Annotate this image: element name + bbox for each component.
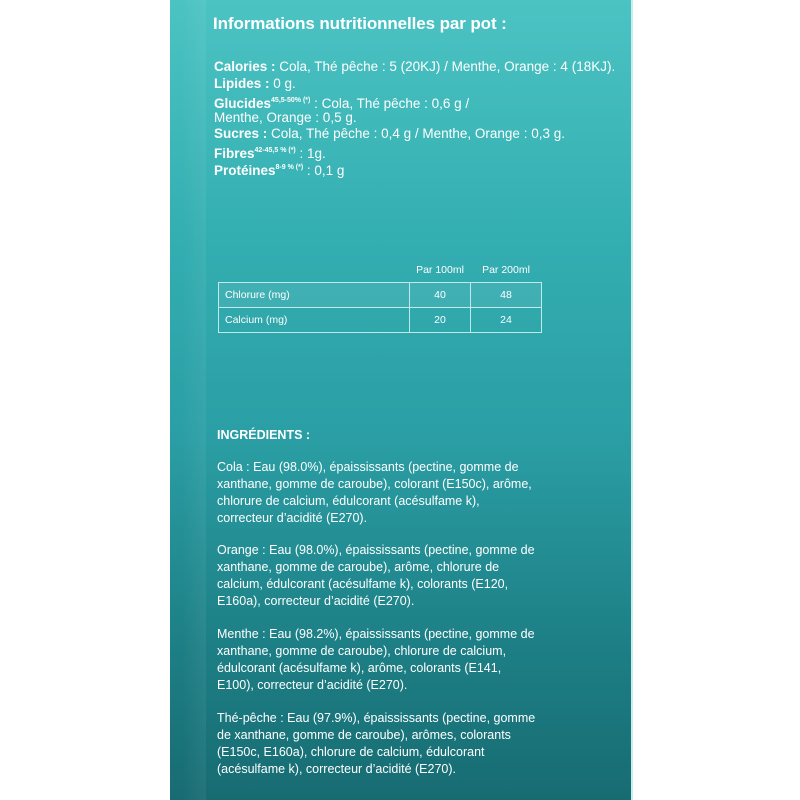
nutrition-sup: 8-9 % (*) bbox=[275, 164, 304, 171]
table-header-row bbox=[219, 258, 542, 283]
table-cell-nutrient: Calcium (mg) bbox=[219, 308, 410, 333]
ingredients-the-peche bbox=[217, 710, 597, 778]
ingredient-line: correcteur d’acidité (E270). bbox=[217, 511, 368, 525]
nutrition-label: Sucres : bbox=[214, 126, 268, 141]
ingredient-line: chlorure de calcium, édulcorant (acésulfame k), bbox=[217, 494, 480, 508]
nutrition-value: 0 g. bbox=[269, 76, 296, 91]
nutrition-sup: 42-45,5 % (*) bbox=[254, 147, 296, 154]
panel-fold-shadow bbox=[182, 0, 206, 800]
table-row bbox=[219, 308, 542, 333]
ingredient-line: E100), correcteur d’acidité (E270). bbox=[217, 678, 408, 692]
nutrition-line-calories bbox=[214, 59, 615, 75]
nutrition-value: Cola, Thé pêche : 0,4 g / Menthe, Orange : 0,3 g. bbox=[267, 126, 565, 141]
nutrition-value: Cola, Thé pêche : 5 (20KJ) / Menthe, Orange : 4 (18KJ). bbox=[275, 59, 616, 74]
nutrition-title: Informations nutritionnelles par pot : bbox=[213, 14, 507, 33]
nutrition-label: Fibres bbox=[214, 146, 255, 161]
nutrition-line-proteines bbox=[214, 160, 344, 179]
nutrition-sup: 45,5-50% (*) bbox=[271, 97, 311, 104]
table-cell-nutrient: Chlorure (mg) bbox=[219, 283, 410, 308]
ingredient-line: xanthane, gomme de caroube), arôme, chlorure de bbox=[217, 560, 500, 574]
ingredient-line: édulcorant (acésulfame k), arôme, colorants (E141, bbox=[217, 661, 502, 675]
ingredients-title: INGRÉDIENTS : bbox=[217, 428, 311, 442]
mineral-table bbox=[218, 258, 542, 333]
table-cell-value: 40 bbox=[410, 283, 471, 308]
nutrition-label: Calories : bbox=[214, 59, 276, 74]
ingredient-line: (E150c, E160a), chlorure de calcium, édulcorant bbox=[217, 745, 485, 759]
ingredients-cola bbox=[217, 459, 597, 527]
table-cell-value: 20 bbox=[410, 308, 471, 333]
table-header-per-200ml: Par 200ml bbox=[482, 264, 530, 276]
nutrition-value: : 0,1 g bbox=[303, 163, 345, 178]
ingredient-line: Menthe : Eau (98.2%), épaississants (pectine, gomme de bbox=[217, 627, 535, 641]
nutrition-line-glucides-cont bbox=[214, 110, 357, 126]
ingredient-line: xanthane, gomme de caroube), colorant (E150c), arôme, bbox=[217, 477, 532, 491]
table-cell-value: 48 bbox=[471, 283, 542, 308]
table-header-per-100ml: Par 100ml bbox=[416, 264, 464, 276]
ingredient-line: Orange : Eau (98.0%), épaississants (pectine, gomme de bbox=[217, 543, 535, 557]
table-row bbox=[219, 283, 542, 308]
ingredient-line: xanthane, gomme de caroube), chlorure de calcium, bbox=[217, 644, 507, 658]
nutrition-line-sucres bbox=[214, 126, 565, 142]
ingredient-line: E160a), correcteur d’acidité (E270). bbox=[217, 594, 415, 608]
nutrition-label: Protéines bbox=[214, 163, 276, 178]
nutrition-label: Glucides bbox=[214, 96, 272, 111]
ingredient-line: Cola : Eau (98.0%), épaississants (pectine, gomme de bbox=[217, 460, 519, 474]
ingredients-orange bbox=[217, 542, 597, 610]
ingredient-line: calcium, édulcorant (acésulfame k), colorants (E120, bbox=[217, 577, 509, 591]
ingredient-line: de xanthane, gomme de caroube), arômes, colorants bbox=[217, 728, 511, 742]
nutrition-value: Menthe, Orange : 0,5 g. bbox=[214, 110, 357, 125]
nutrition-line-lipides bbox=[214, 76, 296, 92]
nutrition-value: : 1g. bbox=[295, 146, 326, 161]
table-header-empty bbox=[219, 258, 410, 283]
nutrition-value: : Cola, Thé pêche : 0,6 g / bbox=[310, 96, 470, 111]
ingredients-menthe bbox=[217, 626, 597, 694]
nutrition-label: Lipides : bbox=[214, 76, 270, 91]
table-cell-value: 24 bbox=[471, 308, 542, 333]
ingredient-line: Thé-pêche : Eau (97.9%), épaississants (pectine, gomme bbox=[217, 711, 536, 725]
ingredient-line: (acésulfame k), correcteur d’acidité (E270). bbox=[217, 762, 456, 776]
